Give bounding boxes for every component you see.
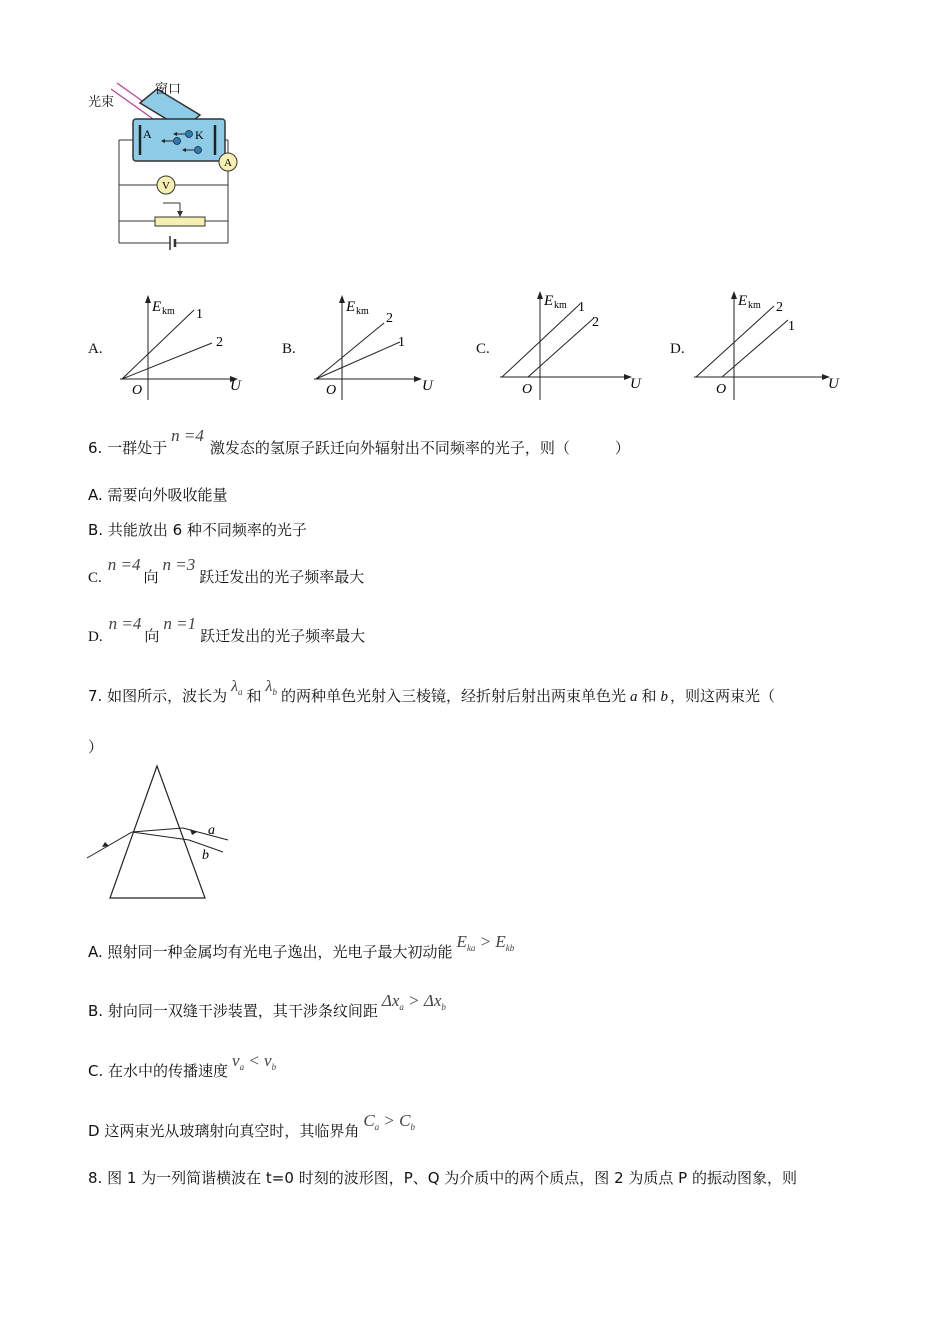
line-1: [316, 342, 400, 379]
svg-text:U: U: [828, 376, 839, 392]
q6-option-a: A. 需要向外吸收能量: [88, 486, 228, 504]
graph-c: [498, 286, 648, 402]
line-2: [316, 323, 384, 379]
q7-option-b: B. 射向同一双缝干涉装置，其干涉条纹间距$\Delta x_a > \Delta x_b$: [88, 991, 446, 1020]
svg-text:1: 1: [578, 300, 585, 315]
svg-text:b: b: [202, 848, 209, 863]
ray-b-inside: [132, 832, 189, 840]
svg-text:K: K: [195, 128, 204, 142]
graph-option-label: A.: [88, 341, 103, 357]
svg-text:U: U: [422, 378, 433, 394]
svg-text:U: U: [630, 376, 641, 392]
svg-text:O: O: [132, 383, 143, 398]
svg-text:E: E: [544, 293, 554, 309]
ray-a-inside: [132, 828, 183, 832]
svg-text:2: 2: [216, 335, 223, 350]
svg-text:km: km: [162, 306, 175, 317]
svg-text:O: O: [716, 382, 727, 397]
svg-text:O: O: [326, 383, 337, 398]
q6-option-c: C.n =4向n =3跃迁发出的光子频率最大: [88, 555, 365, 586]
svg-text:E: E: [152, 299, 162, 315]
svg-text:km: km: [748, 300, 761, 311]
svg-text:2: 2: [386, 311, 393, 326]
line-2: [122, 343, 212, 379]
graph-d: [692, 286, 842, 402]
q6-option-b: B. 共能放出 6 种不同频率的光子: [88, 521, 307, 539]
line-2: [528, 318, 594, 377]
svg-text:2: 2: [776, 300, 783, 315]
svg-text:U: U: [230, 378, 241, 394]
svg-text:E: E: [738, 293, 748, 309]
svg-text:km: km: [356, 306, 369, 317]
graph-b: [304, 290, 444, 402]
svg-text:A: A: [224, 157, 232, 169]
q7-option-c: C. 在水中的传播速度$v_a < v_b$: [88, 1051, 277, 1080]
svg-text:1: 1: [196, 307, 203, 322]
q8-stem: 8. 图 1 为一列简谐横波在 t=0 时刻的波形图，P、Q 为介质中的两个质点，图 2 为质点 P 的振动图象，则: [88, 1169, 797, 1187]
svg-text:1: 1: [788, 319, 795, 334]
svg-text:A: A: [143, 127, 152, 141]
q6-option-d: D.n =4向n =1跃迁发出的光子频率最大: [88, 614, 366, 645]
q7-option-d: D 这两束光从玻璃射向真空时，其临界角$C_a > C_b$: [88, 1111, 415, 1140]
svg-text:2: 2: [592, 315, 599, 330]
q6-stem: 6. 一群处于n =4激发态的氢原子跃迁向外辐射出不同频率的光子，则（ ）: [88, 426, 630, 457]
graph-option-label: C.: [476, 341, 490, 357]
prism-diagram: [85, 760, 235, 900]
ray-a-out: [183, 828, 228, 840]
q7-stem: 7. 如图所示，波长为$\lambda_a$ 和$\lambda_b$ 的两种单色光射入三棱镜，经折射后射出两束单色光 a 和 b ，则这两束光（: [88, 678, 776, 705]
svg-text:a: a: [208, 823, 215, 838]
prism: [110, 766, 205, 898]
svg-text:O: O: [522, 382, 533, 397]
q7-option-a: A. 照射同一种金属均有光电子逸出，光电子最大初动能$E_{ka} > E_{kb}$: [88, 932, 515, 961]
label-light-beam: 光束: [88, 95, 115, 110]
graph-option-label: D.: [670, 341, 685, 357]
q7-stem-close: ）: [88, 738, 104, 756]
rheostat: [155, 217, 205, 226]
graph-option-label: B.: [282, 341, 296, 357]
line-1: [722, 320, 788, 377]
svg-text:V: V: [162, 180, 170, 192]
svg-text:1: 1: [398, 335, 405, 350]
svg-text:E: E: [346, 299, 356, 315]
svg-text:km: km: [554, 300, 567, 311]
graph-a: [110, 290, 250, 402]
label-window: 窗口: [155, 82, 182, 97]
line-1: [122, 310, 194, 379]
